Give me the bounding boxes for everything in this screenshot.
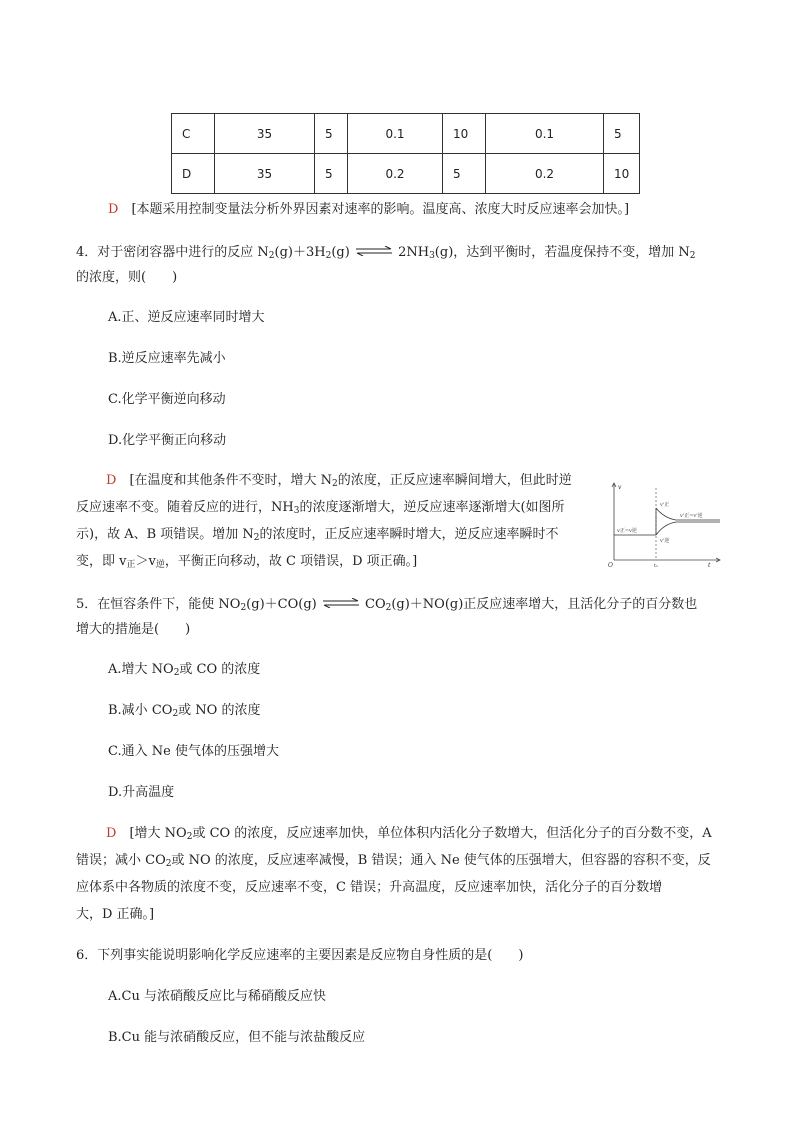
table-cell: 0.2 [486, 154, 604, 194]
reverse-rate-curve [656, 522, 720, 535]
q5-option-b [108, 699, 260, 719]
q6-option-a: A.Cu 与浓硝酸反应比与稀硝酸反应快 [108, 989, 326, 1004]
subscript: 2 [253, 533, 260, 543]
q5-stem [76, 593, 697, 613]
explanation-text: 或 NO 的浓度，反应速率减慢，B 错误；通入 Ne 使气体的压强增大，但容器的容积不变，反 [171, 853, 711, 868]
q4-option-b: B.逆反应速率先减小 [108, 351, 226, 366]
q4-stem-text: 4．对于密闭容器中进行的反应 N [76, 245, 269, 260]
table-cell: D [172, 154, 215, 194]
q4-explanation-line2 [76, 496, 565, 516]
equal-rate-label: v正=v逆 [617, 528, 637, 534]
answer-letter: D [106, 473, 117, 488]
equilibrium-arrow-icon [321, 598, 361, 608]
subscript: 2 [325, 251, 332, 261]
q5-stem-text: (g)＋NO(g)正反应速率增大，且活化分子的百分数也 [391, 597, 698, 612]
answer-explanation: [本题采用控制变量法分析外界因素对速率的影响。温度高、浓度大时反应速率会加快。] [131, 202, 630, 217]
q4-stem [76, 241, 696, 261]
q5-option-c: C.通入 Ne 使气体的压强增大 [108, 744, 279, 759]
explanation-text: 反应速率不变。随着反应的进行，NH [76, 500, 294, 515]
origin-label: O [608, 562, 613, 568]
subscript: 3 [429, 251, 435, 261]
option-text: 或 NO 的浓度 [178, 703, 261, 718]
q6-stem: 6．下列事实能说明影响化学反应速率的主要因素是反应物自身性质的是( ) [76, 948, 524, 963]
explanation-text: 的浓度，正反应速率瞬间增大，但此时逆 [337, 473, 572, 488]
forward-rate-label: v'正 [660, 502, 670, 508]
subscript: 2 [173, 668, 180, 678]
explanation-text: 或 CO 的浓度，反应速率加快，单位体积内活化分子数增大，但活化分子的百分数不变，A [192, 826, 712, 841]
q4-option-a: A.正、逆反应速率同时增大 [108, 310, 265, 325]
subscript: 2 [165, 859, 172, 869]
q4-explanation-line1 [106, 469, 572, 489]
answer-letter: D [108, 202, 119, 217]
table-cell: 35 [215, 114, 315, 154]
q5-explanation-line3: 应体系中各物质的浓度不变，反应速率不变，C 错误；升高温度，反应速率加快，活化分子的百分数增 [76, 880, 663, 895]
t1-label: t₁ [654, 563, 659, 568]
q4-option-d: D.化学平衡正向移动 [108, 433, 227, 448]
reverse-rate-label: v'逆 [660, 538, 670, 544]
option-text: 或 CO 的浓度 [179, 662, 261, 677]
table-cell: 10 [443, 114, 486, 154]
data-table [171, 113, 640, 194]
q5-stem-text: 5．在恒容条件下，能使 NO [76, 597, 241, 612]
explanation-text: 变，即 v [76, 554, 127, 569]
table-cell: 0.1 [348, 114, 443, 154]
q5-option-d: D.升高温度 [108, 785, 175, 800]
subscript: 3 [293, 506, 300, 516]
q5-explanation-line4: 大，D 正确。] [76, 907, 155, 922]
x-axis-label: t [708, 562, 711, 568]
q5-stem-line2: 增大的措施是( ) [76, 622, 191, 637]
table-row [172, 114, 640, 154]
q6-option-b: B.Cu 能与浓硝酸反应，但不能与浓盐酸反应 [108, 1030, 366, 1045]
option-text: A.增大 NO [108, 662, 174, 677]
explanation-text: ，平衡正向移动，故 C 项错误，D 项正确。] [164, 554, 418, 569]
subscript: 2 [268, 251, 275, 261]
table-cell: 5 [604, 114, 640, 154]
table-cell: 5 [315, 154, 348, 194]
q4-explanation-line4 [76, 550, 417, 570]
y-axis-label: v [618, 484, 622, 491]
q5-stem-text: CO [365, 597, 386, 612]
q4-stem-line2: 的浓度，则( ) [76, 270, 178, 285]
q5-stem-text: (g)＋CO(g) [246, 597, 317, 612]
explanation-text: 的浓度时，正反应速率瞬时增大，逆反应速率瞬时不 [259, 527, 559, 542]
subscript: 逆 [155, 560, 165, 570]
answer-letter: D [106, 826, 117, 841]
q5-explanation-line1 [106, 822, 712, 842]
subscript: 2 [172, 709, 179, 719]
table-cell: 0.1 [486, 114, 604, 154]
subscript: 2 [240, 603, 247, 613]
table-cell: 5 [443, 154, 486, 194]
q4-stem-text: (g)，达到平衡时，若温度保持不变，增加 N [434, 245, 690, 260]
subscript: 2 [186, 832, 193, 842]
subscript: 2 [689, 251, 696, 261]
table-cell: 10 [604, 154, 640, 194]
explanation-text: 错误；减小 CO [76, 853, 166, 868]
table-cell: 5 [315, 114, 348, 154]
rate-time-graph [604, 480, 724, 568]
table-row [172, 154, 640, 194]
q4-option-c: C.化学平衡逆向移动 [108, 392, 226, 407]
new-equilibrium-label: v'正=v'逆 [680, 513, 703, 519]
equilibrium-arrow-icon [354, 246, 394, 256]
subscript: 2 [332, 479, 338, 489]
subscript: 2 [385, 603, 392, 613]
q4-stem-text: (g) [331, 245, 350, 260]
explanation-text: [在温度和其他条件不变时，增大 N [129, 473, 333, 488]
explanation-text: 的浓度逐渐增大，逆反应速率逐渐增大(如图所 [299, 500, 565, 515]
explanation-text: ＞v [135, 554, 156, 569]
table-cell: C [172, 114, 215, 154]
subscript: 正 [126, 560, 136, 570]
table-cell: 35 [215, 154, 315, 194]
q4-stem-text: 2NH [398, 245, 430, 260]
q4-explanation-line3 [76, 523, 559, 543]
table-cell: 0.2 [348, 154, 443, 194]
q5-option-a [108, 658, 260, 678]
q4-stem-text: (g)＋3H [274, 245, 326, 260]
explanation-text: 示)，故 A、B 项错误。增加 N [76, 527, 254, 542]
q3-answer [108, 198, 629, 217]
option-text: B.减小 CO [108, 703, 173, 718]
q5-explanation-line2 [76, 849, 711, 869]
explanation-text: [增大 NO [129, 826, 187, 841]
